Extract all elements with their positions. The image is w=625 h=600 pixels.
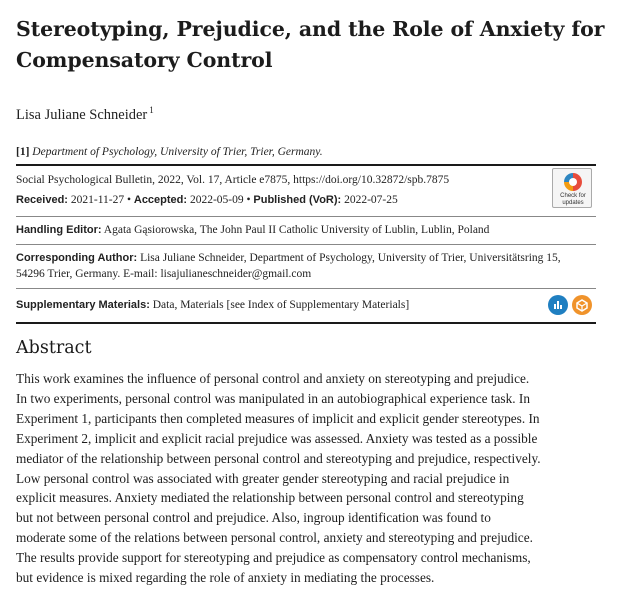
accepted-date: 2022-05-09 <box>189 194 244 206</box>
data-badge-icon[interactable] <box>548 295 568 315</box>
divider-bottom <box>16 322 596 324</box>
divider <box>16 288 596 289</box>
abstract-line: The results provide support for stereotyping and prejudice as compensatory control mechanisms, <box>16 550 531 566</box>
dates-line <box>16 192 398 208</box>
supplementary-materials <box>16 297 409 313</box>
divider <box>16 244 596 245</box>
abstract-line: Low personal control was associated with greater gender stereotyping and racial prejudice in <box>16 470 510 486</box>
author-line <box>16 105 154 124</box>
abstract-line: This work examines the influence of personal control and anxiety on stereotyping and prejudice. <box>16 371 530 386</box>
crossmark-icon <box>564 173 582 191</box>
handling-editor-value: Agata Gąsiorowska, The John Paul II Catholic University of Lublin, Lublin, Poland <box>103 224 490 236</box>
affiliation-text: Department of Psychology, University of Trier, Trier, Germany. <box>32 146 323 158</box>
affiliation-number: [1] <box>16 146 30 158</box>
supplementary-value[interactable]: Data, Materials [see Index of Supplementary Materials] <box>152 299 410 311</box>
article-title: Stereotyping, Prejudice, and the Role of Anxiety for Compensatory Control <box>16 17 605 72</box>
abstract-heading: Abstract <box>16 338 92 358</box>
divider <box>16 216 596 217</box>
abstract-line: moderate some of the relations between personal control, anxiety and stereotyping and prejudice. <box>16 530 533 546</box>
supplementary-label: Supplementary Materials: <box>16 299 150 311</box>
received-label: Received: <box>16 194 68 206</box>
author-affiliation-marker: 1 <box>149 105 154 115</box>
abstract-line: Experiment 2, implicit and explicit racial prejudice was assessed. Anxiety was tested as a possible <box>16 430 538 446</box>
corresponding-line2[interactable]: 54296 Trier, Germany. E-mail: lisajulianeschneider@gmail.com <box>16 268 312 280</box>
abstract-line: mediator of the relationship between personal control and stereotyping and prejudice, respectively. <box>16 450 541 466</box>
abstract-line: but not between personal control and prejudice. Also, ingroup identification was found to <box>16 510 491 526</box>
abstract-line: Experiment 1, participants then completed measures of implicit and explicit gender stereotypes. In <box>16 410 540 426</box>
check-for-updates-button[interactable] <box>552 168 592 208</box>
handling-editor <box>16 222 489 238</box>
affiliation <box>16 146 323 158</box>
date-separator: • <box>246 194 251 206</box>
published-date: 2022-07-25 <box>344 194 398 206</box>
handling-editor-label: Handling Editor: <box>16 224 102 236</box>
corresponding-author <box>16 250 561 282</box>
corresponding-line1: Lisa Juliane Schneider, Department of Psychology, University of Trier, Universitätsring 15, <box>140 252 561 264</box>
check-badge-label: Check for updates <box>560 193 586 206</box>
abstract-line: explicit measures. Anxiety mediated the relationship between personal control and stereotyping <box>16 490 524 506</box>
divider-top <box>16 164 596 166</box>
corresponding-label: Corresponding Author: <box>16 252 138 264</box>
author-name[interactable]: Lisa Juliane Schneider <box>16 106 148 123</box>
received-date: 2021-11-27 <box>70 194 125 206</box>
published-label: Published (VoR): <box>253 194 342 206</box>
date-separator: • <box>126 194 131 206</box>
citation-line <box>16 172 449 188</box>
accepted-label: Accepted: <box>133 194 188 206</box>
abstract-line: In two experiments, personal control was manipulated in an autobiographical experience task. In <box>16 390 530 406</box>
materials-badge-icon[interactable] <box>572 295 592 315</box>
abstract-line: but evidence is mixed regarding the role of anxiety in mediating the processes. <box>16 570 435 586</box>
abstract-body <box>16 369 600 588</box>
citation-text[interactable]: Social Psychological Bulletin, 2022, Vol. 17, Article e7875, https://doi.org/10.32872/spb.7875 <box>16 174 450 186</box>
